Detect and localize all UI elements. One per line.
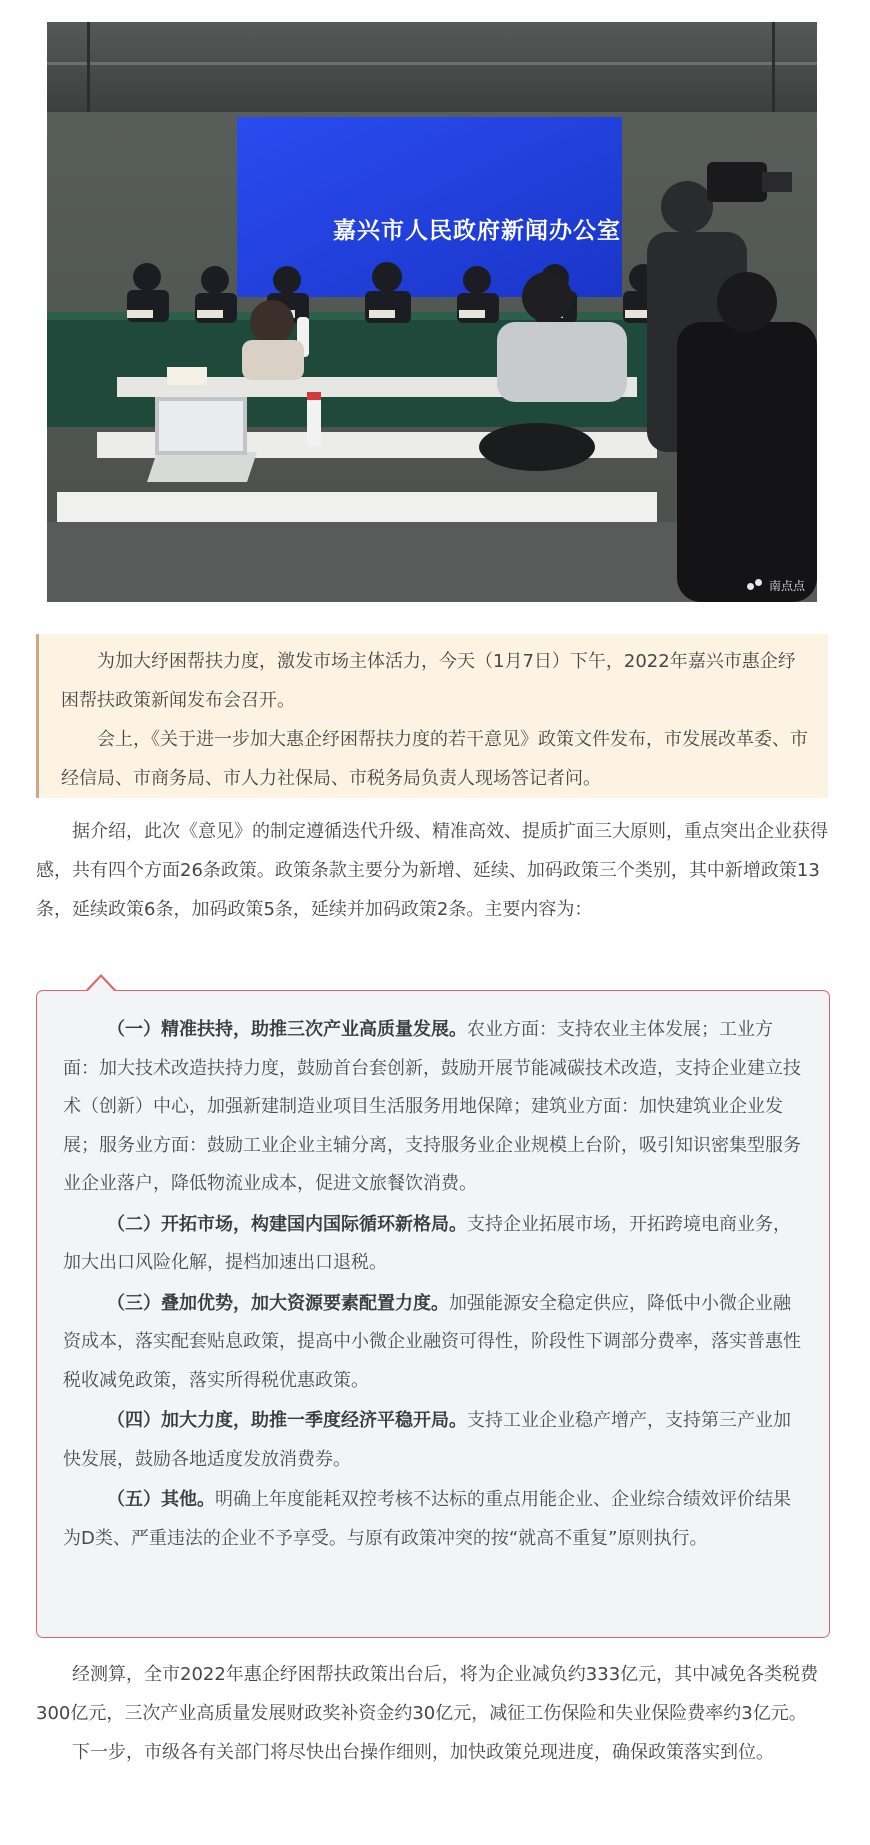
intro-block bbox=[36, 634, 828, 798]
policy-item-2-text: 支持企业拓展市场，开拓跨境电商业务，加大出口风险化解，提档加速出口退税。 bbox=[63, 1213, 791, 1273]
main-text bbox=[36, 812, 830, 929]
policy-item-4-heading: （四）加大力度，助推一季度经济平稳开局。 bbox=[107, 1410, 467, 1431]
intro-paragraph-2: 会上，《关于进一步加大惠企纾困帮扶力度的若干意见》政策文件发布，市发展改革委、市经信局、市商务局、市人力社保局、市税务局负责人现场答记者问。 bbox=[61, 729, 808, 789]
policy-item-2-heading: （二）开拓市场，构建国内国际循环新格局。 bbox=[107, 1213, 467, 1235]
watermark-logo-icon bbox=[747, 579, 765, 593]
press-conference-photo bbox=[47, 22, 817, 602]
photo-watermark bbox=[747, 577, 805, 594]
policy-item-5-heading: （五）其他。 bbox=[107, 1489, 215, 1510]
policy-item-2 bbox=[63, 1206, 803, 1283]
intro-paragraph-1: 为加大纾困帮扶力度，激发市场主体活力，今天（1月7日）下午，2022年嘉兴市惠企纾困帮扶政策新闻发布会召开。 bbox=[61, 651, 796, 711]
policy-item-1-heading: （一）精准扶持，助推三次产业高质量发展。 bbox=[107, 1019, 467, 1040]
ending-text bbox=[36, 1655, 830, 1772]
policy-item-1-text: 农业方面：支持农业主体发展；工业方面：加大技术改造扶持力度，鼓励首台套创新，鼓励开展节能减碳技术改造，支持企业建立技术（创新）中心，加强新建制造业项目生活服务用地保障；建筑业方面：加快建筑业企业发展；服务业方面：鼓励工业企业主辅分离，支持服务业企业规模上台阶，吸引知识密集型服务业企业落户，降低物流业成本，促进文旅餐饮消费。 bbox=[63, 1019, 801, 1194]
ending-paragraph-1: 经测算，全市2022年惠企纾困帮扶政策出台后，将为企业减负约333亿元，其中减免各类税费300亿元，三次产业高质量发展财政奖补资金约30亿元，减征工伤保险和失业保险费率约3亿元。 bbox=[36, 1664, 819, 1724]
policy-item-1 bbox=[63, 1011, 803, 1204]
policy-item-3-heading: （三）叠加优势，加大资源要素配置力度。 bbox=[107, 1292, 449, 1314]
policy-item-3 bbox=[63, 1285, 803, 1401]
policy-item-4 bbox=[63, 1402, 803, 1479]
main-paragraph: 据介绍，此次《意见》的制定遵循迭代升级、精准高效、提质扩面三大原则，重点突出企业获得感，共有四个方面26条政策。政策条款主要分为新增、延续、加码政策三个类别，其中新增政策13条，延续政策6条，加码政策5条，延续并加码政策2条。主要内容为： bbox=[36, 821, 828, 920]
policy-item-4-text: 支持工业企业稳产增产，支持第三产业加快发展，鼓励各地适度发放消费券。 bbox=[63, 1410, 791, 1470]
photo-illustration bbox=[47, 22, 817, 602]
policy-item-5 bbox=[63, 1481, 803, 1558]
watermark-text: 南点点 bbox=[768, 579, 805, 593]
policy-item-3-text: 加强能源安全稳定供应，降低中小微企业融资成本，落实配套贴息政策，提高中小微企业融资可得性，阶段性下调部分费率，落实普惠性税收减免政策，落实所得税优惠政策。 bbox=[63, 1292, 801, 1391]
banner-text: 嘉兴市人民政府新闻办公室 bbox=[333, 218, 621, 244]
policy-item-5-text: 明确上年度能耗双控考核不达标的重点用能企业、企业综合绩效评价结果为D类、严重违法的企业不予享受。与原有政策冲突的按“就高不重复”原则执行。 bbox=[63, 1489, 791, 1549]
policy-callout bbox=[36, 990, 830, 1638]
ending-paragraph-2: 下一步，市级各有关部门将尽快出台操作细则，加快政策兑现进度，确保政策落实到位。 bbox=[72, 1742, 774, 1763]
